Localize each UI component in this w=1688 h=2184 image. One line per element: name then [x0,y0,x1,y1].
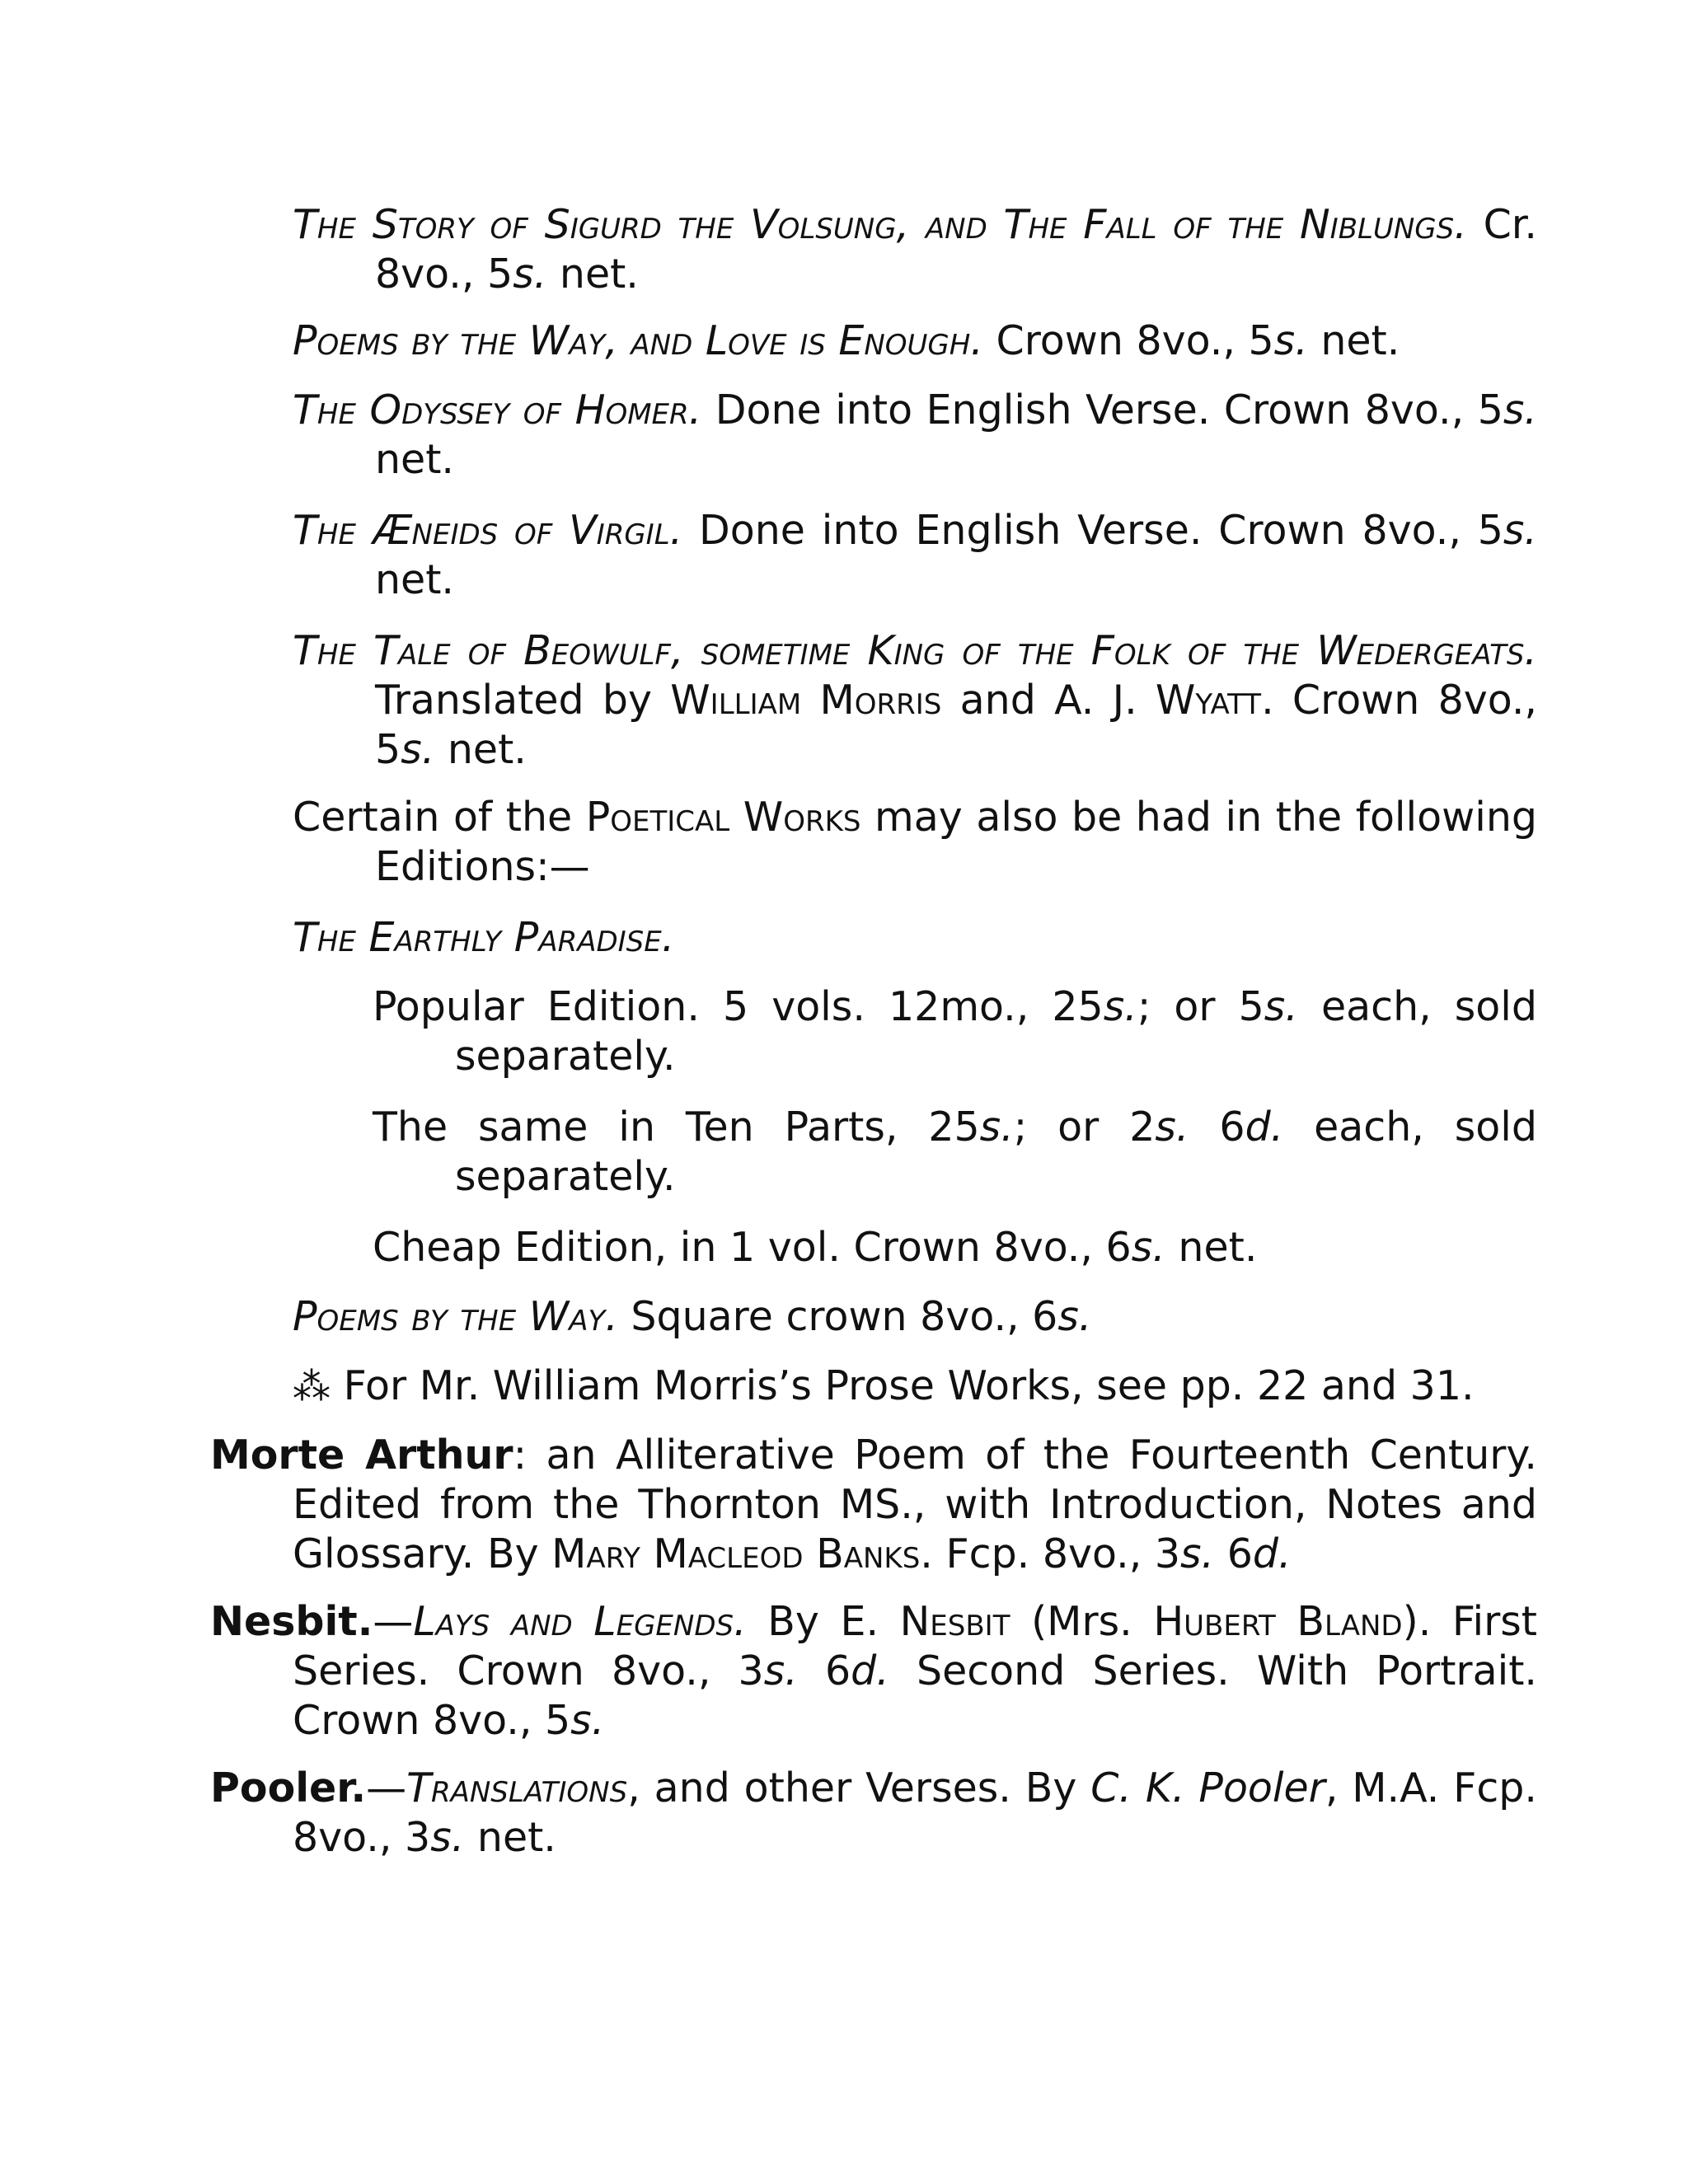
entry-head: Pooler. [210,1765,367,1811]
entry-nesbit: Nesbit.—Lays and Legends. By E. Nesbit (Mrs. Hubert Bland). First Series. Crown 8vo., 3s. 6d. Second Series. With Portrait. Crown 8vo., 5s. [210,1598,1537,1744]
entry-pooler: Pooler.—Translations, and other Verses. By C. K. Pooler, M.A. Fcp. 8vo., 3s. net. [210,1765,1537,1861]
book-title: Lays and Legends. [413,1598,747,1645]
entry-head: Morte Arthur [210,1432,513,1479]
entry-head: Nesbit. [210,1598,373,1645]
book-title: The Story of Sigurd the Volsung, and The Fall of the Niblungs. [293,201,1467,248]
entry-aeneids: The Æneids of Virgil. Done into English Verse. Crown 8vo., 5s. net. [293,507,1537,603]
entry-earthly-paradise [293,913,1537,963]
entry-odyssey: The Odyssey of Homer. Done into English Verse. Crown 8vo., 5s. net. [293,387,1537,483]
entry-sigurd: The Story of Sigurd the Volsung, and The Fall of the Niblungs. Cr. 8vo., 5s. net. [293,201,1538,298]
entry-poems-by-the-way: Poems by the Way. Square crown 8vo., 6s. [293,1293,1092,1340]
book-title: The Odyssey of Homer. [293,387,702,434]
book-title: The Tale of Beowulf, sometime King of the Folk of the Wedergeats. [293,627,1537,674]
book-title: Translations [406,1765,628,1811]
entry-ten-parts: The same in Ten Parts, 25s.; or 2s. 6d. each, sold separately. [373,1104,1537,1200]
book-title: Poems by the Way, and Love is Enough. [293,317,983,364]
entry-popular-edition: Popular Edition. 5 vols. 12mo., 25s.; or 5s. each, sold separately. [373,983,1537,1080]
entry-poems-love: Poems by the Way, and Love is Enough. Crown 8vo., 5s. net. [293,317,1400,364]
book-title: The Æneids of Virgil. [293,507,683,554]
entry-cheap-edition: Cheap Edition, in 1 vol. Crown 8vo., 6s. net. [373,1224,1258,1271]
book-title: The Earthly Paradise. [293,914,675,961]
entry-beowulf: The Tale of Beowulf, sometime King of the Folk of the Wedergeats. Translated by William Morris and A. J. Wyatt. Crown 8vo., 5s. net. [293,627,1538,773]
entry-certain-editions: Certain of the Poetical Works may also be had in the following Editions:— [293,794,1537,890]
asterism-icon: ⁂ [293,1364,331,1408]
book-title: Poems by the Way. [293,1293,618,1340]
entry-morte-arthur: Morte Arthur: an Alliterative Poem of the Fourteenth Century. Edited from the Thornton MS., with Introduction, Notes and Glossary. By Mary Macleod Banks. Fcp. 8vo., 3s. 6d. [210,1432,1537,1577]
entry-prose-note: ⁂ For Mr. William Morris’s Prose Works, see pp. 22 and 31. [293,1362,1475,1409]
